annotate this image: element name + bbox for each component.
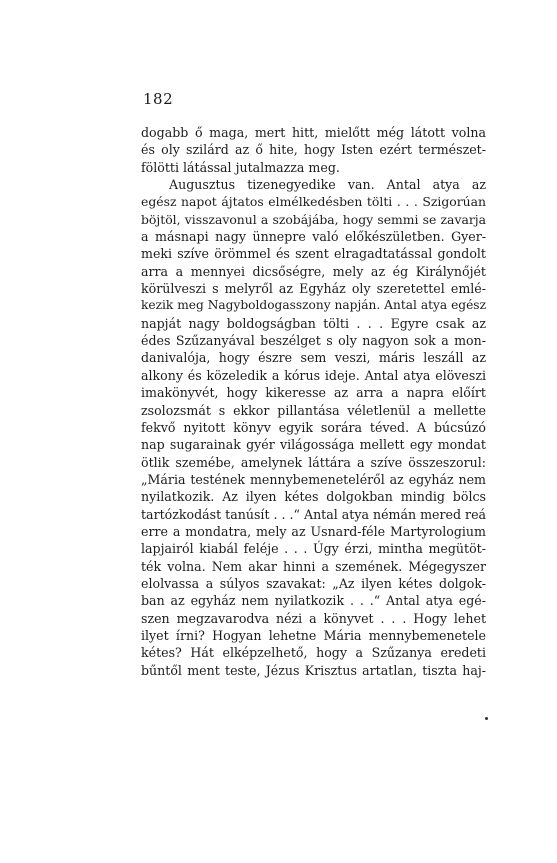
text-line: „Mária testének mennybemeneteléről az egyház nem xyxy=(141,471,486,487)
text-line: erre a mondatra, mely az Usnard-féle Martyrologium xyxy=(141,523,486,539)
text-line: egész napot ájtatos elmélkedésben tölti . . . Szigorúan xyxy=(141,194,486,210)
text-line: bűntől ment teste, Jézus Krisztus artatlan, tiszta haj- xyxy=(141,662,486,678)
text-line: fölötti látással jutalmazza meg. xyxy=(141,159,340,175)
body-text xyxy=(141,124,486,679)
text-line: kezik meg Nagyboldogasszony napján. Antal atya egész xyxy=(141,298,486,313)
text-line: alkony és közeledik a kórus ideje. Antal atya elöveszi xyxy=(141,367,486,383)
ink-speck xyxy=(485,717,488,720)
text-line: kétes? Hát elképzelhető, hogy a Szűzanya eredeti xyxy=(141,645,486,661)
text-line: szen megzavarodva nézi a könyvet . . . Hogy lehet xyxy=(141,610,486,626)
text-line: zsolozsmát s ekkor pillantása véletlenül a mellette xyxy=(141,402,486,418)
text-line: napját nagy boldogságban tölti . . . Egyre csak az xyxy=(141,315,486,331)
text-line: ötlik szemébe, amelynek láttára a szíve összeszorul: xyxy=(141,454,486,470)
text-line: ték volna. Nem akar hinni a szemének. Mégegyszer xyxy=(141,558,486,574)
page-number: 182 xyxy=(143,90,174,108)
text-line: nyilatkozik. Az ilyen kétes dolgokban mindig bölcs xyxy=(141,489,486,505)
text-line: édes Szűzanyával beszélget s oly nagyon sok a mon- xyxy=(141,333,486,349)
text-line: tartózkodást tanúsít . . .“ Antal atya némán mered reá xyxy=(141,506,486,522)
text-line: arra a mennyei dicsőségre, mely az ég Királynőjét xyxy=(141,263,486,279)
text-line: dogabb ő maga, mert hitt, mielőtt még látott volna xyxy=(141,125,486,140)
text-line: lapjairól kiabál feléje . . . Úgy érzi, mintha megütöt- xyxy=(141,541,486,557)
text-line: nap sugarainak gyér világossága mellett egy mondat xyxy=(141,437,486,453)
text-line: imakönyvét, hogy kikeresse az arra a napra előírt xyxy=(141,385,486,401)
text-line: ban az egyház nem nyilatkozik . . .“ Antal atya egé- xyxy=(141,593,486,609)
text-line: elolvassa a súlyos szavakat: „Az ilyen kétes dolgok- xyxy=(141,575,486,591)
text-line: meki szíve örömmel és szent elragadtatással gondolt xyxy=(141,246,486,262)
text-line: és oly szilárd az ő hite, hogy Isten ezért természet- xyxy=(141,142,486,158)
text-line: ilyet írni? Hogyan lehetne Mária mennybemenetele xyxy=(141,627,486,643)
text-line: Augusztus tizenegyedike van. Antal atya az xyxy=(169,177,486,193)
text-line: fekvő nyitott könyv egyik sorára téved. A búcsúzó xyxy=(141,419,486,435)
text-line: böjtöl, visszavonul a szobájába, hogy semmi se zavarja xyxy=(141,211,486,227)
text-line: körülveszi s melyről az Egyház oly szeretettel emlé- xyxy=(141,281,486,297)
text-line: danivalója, hogy észre sem veszi, máris leszáll az xyxy=(141,350,486,366)
text-line: a másnapi nagy ünnepre való előkészületben. Gyer- xyxy=(141,229,486,245)
